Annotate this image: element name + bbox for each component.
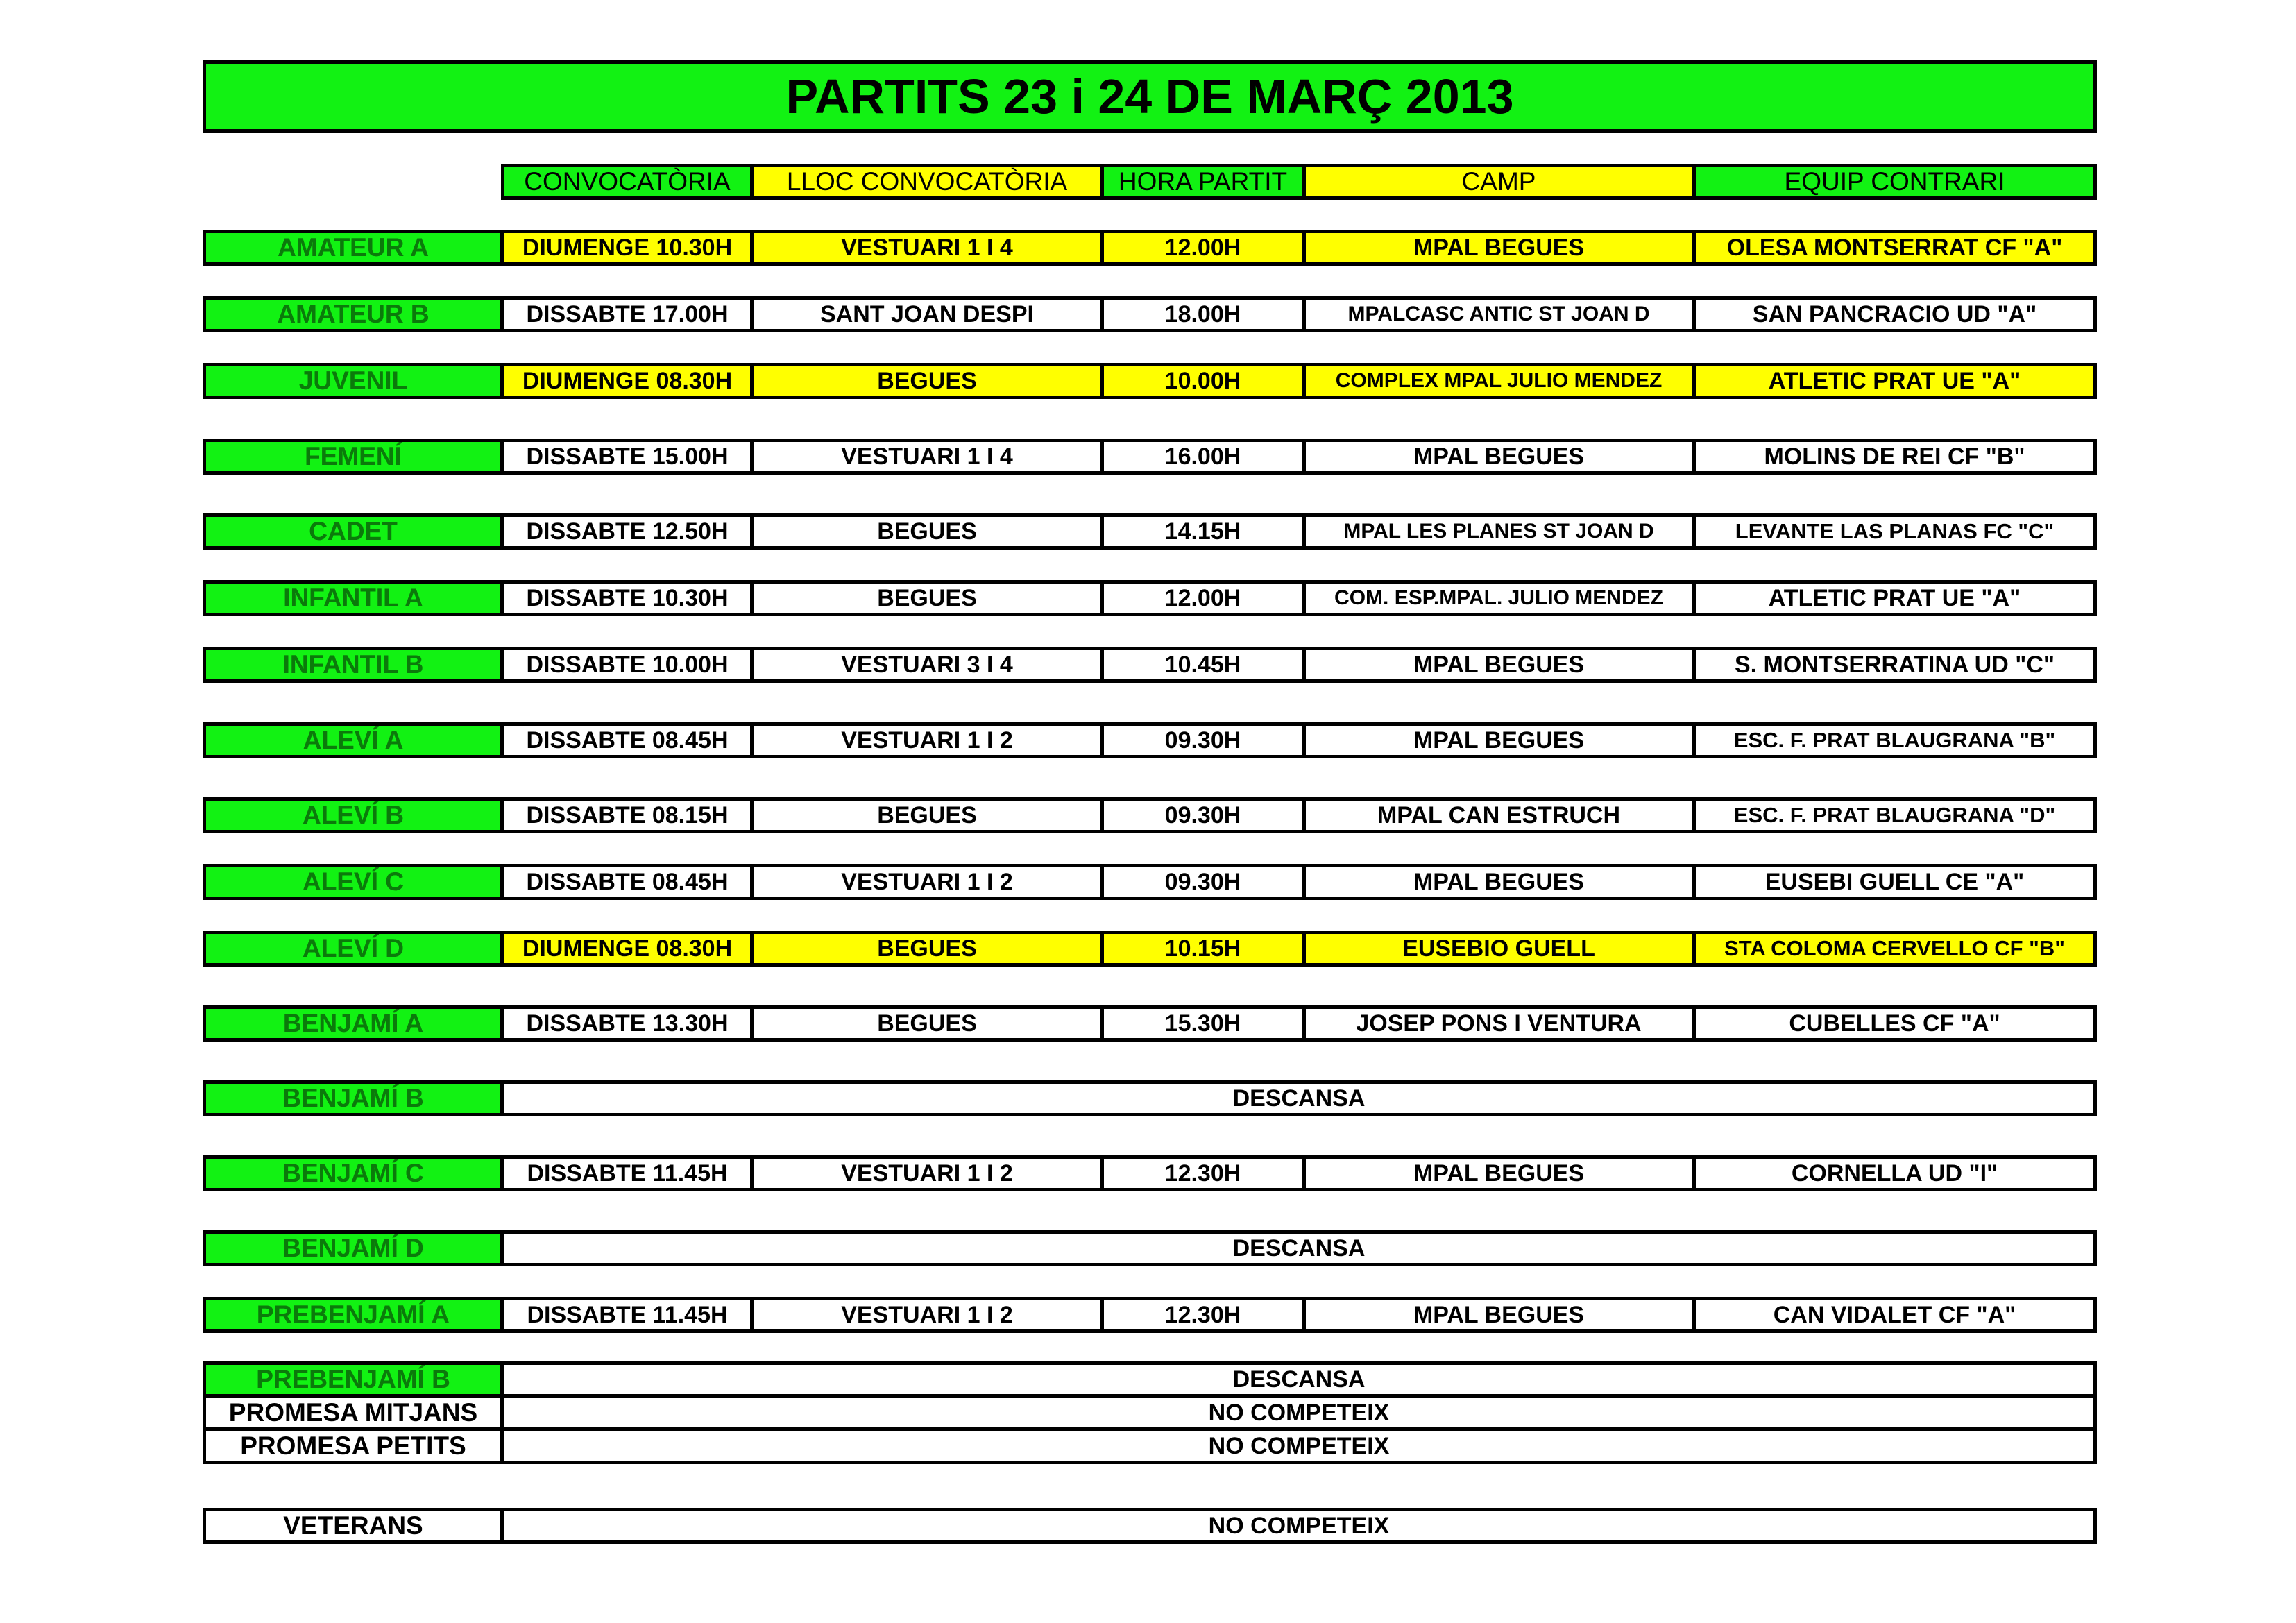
hora-cell: 12.30H bbox=[1100, 1297, 1305, 1333]
lloc-cell: VESTUARI 3 I 4 bbox=[751, 647, 1103, 683]
hora-cell: 15.30H bbox=[1100, 1005, 1305, 1042]
team-cell: PROMESA MITJANS bbox=[203, 1395, 504, 1431]
lloc-cell: VESTUARI 1 I 4 bbox=[751, 439, 1103, 475]
status-note-cell: NO COMPETEIX bbox=[501, 1395, 2097, 1431]
team-cell: INFANTIL A bbox=[203, 580, 504, 616]
convocatoria-cell: DISSABTE 10.00H bbox=[501, 647, 754, 683]
camp-cell: COM. ESP.MPAL. JULIO MENDEZ bbox=[1302, 580, 1695, 616]
team-cell: ALEVÍ B bbox=[203, 797, 504, 833]
status-note-cell: NO COMPETEIX bbox=[501, 1428, 2097, 1464]
lloc-cell: BEGUES bbox=[751, 363, 1103, 399]
convocatoria-cell: DISSABTE 13.30H bbox=[501, 1005, 754, 1042]
equip-cell: STA COLOMA CERVELLO CF "B" bbox=[1692, 931, 2097, 967]
header-equip-contrari: EQUIP CONTRARI bbox=[1692, 164, 2097, 200]
team-cell: FEMENÍ bbox=[203, 439, 504, 475]
lloc-cell: BEGUES bbox=[751, 580, 1103, 616]
hora-cell: 10.15H bbox=[1100, 931, 1305, 967]
lloc-cell: BEGUES bbox=[751, 931, 1103, 967]
team-cell: VETERANS bbox=[203, 1508, 504, 1544]
lloc-cell: VESTUARI 1 I 2 bbox=[751, 1297, 1103, 1333]
equip-cell: CUBELLES CF "A" bbox=[1692, 1005, 2097, 1042]
camp-cell: MPAL BEGUES bbox=[1302, 439, 1695, 475]
status-note-cell: DESCANSA bbox=[501, 1080, 2097, 1116]
camp-cell: MPAL BEGUES bbox=[1302, 722, 1695, 758]
equip-cell: CAN VIDALET CF "A" bbox=[1692, 1297, 2097, 1333]
equip-cell: ESC. F. PRAT BLAUGRANA "D" bbox=[1692, 797, 2097, 833]
lloc-cell: VESTUARI 1 I 2 bbox=[751, 1155, 1103, 1191]
header-lloc-convocatoria: LLOC CONVOCATÒRIA bbox=[751, 164, 1103, 200]
hora-cell: 16.00H bbox=[1100, 439, 1305, 475]
convocatoria-cell: DISSABTE 12.50H bbox=[501, 513, 754, 550]
convocatoria-cell: DISSABTE 08.45H bbox=[501, 722, 754, 758]
lloc-cell: VESTUARI 1 I 2 bbox=[751, 722, 1103, 758]
equip-cell: MOLINS DE REI CF "B" bbox=[1692, 439, 2097, 475]
convocatoria-cell: DIUMENGE 10.30H bbox=[501, 230, 754, 266]
team-cell: BENJAMÍ B bbox=[203, 1080, 504, 1116]
hora-cell: 09.30H bbox=[1100, 864, 1305, 900]
hora-cell: 12.00H bbox=[1100, 580, 1305, 616]
camp-cell: MPAL LES PLANES ST JOAN D bbox=[1302, 513, 1695, 550]
team-cell: AMATEUR B bbox=[203, 296, 504, 332]
team-cell: PREBENJAMÍ A bbox=[203, 1297, 504, 1333]
camp-cell: MPAL BEGUES bbox=[1302, 864, 1695, 900]
camp-cell: MPAL BEGUES bbox=[1302, 647, 1695, 683]
status-note-cell: DESCANSA bbox=[501, 1230, 2097, 1266]
convocatoria-cell: DISSABTE 15.00H bbox=[501, 439, 754, 475]
convocatoria-cell: DIUMENGE 08.30H bbox=[501, 363, 754, 399]
camp-cell: MPAL BEGUES bbox=[1302, 1297, 1695, 1333]
lloc-cell: VESTUARI 1 I 4 bbox=[751, 230, 1103, 266]
status-note-cell: DESCANSA bbox=[501, 1361, 2097, 1397]
convocatoria-cell: DISSABTE 11.45H bbox=[501, 1155, 754, 1191]
convocatoria-cell: DISSABTE 08.45H bbox=[501, 864, 754, 900]
convocatoria-cell: DIUMENGE 08.30H bbox=[501, 931, 754, 967]
hora-cell: 12.00H bbox=[1100, 230, 1305, 266]
hora-cell: 12.30H bbox=[1100, 1155, 1305, 1191]
camp-cell: MPALCASC ANTIC ST JOAN D bbox=[1302, 296, 1695, 332]
lloc-cell: BEGUES bbox=[751, 1005, 1103, 1042]
header-convocatoria: CONVOCATÒRIA bbox=[501, 164, 754, 200]
convocatoria-cell: DISSABTE 11.45H bbox=[501, 1297, 754, 1333]
convocatoria-cell: DISSABTE 08.15H bbox=[501, 797, 754, 833]
equip-cell: SAN PANCRACIO UD "A" bbox=[1692, 296, 2097, 332]
hora-cell: 09.30H bbox=[1100, 797, 1305, 833]
team-cell: INFANTIL B bbox=[203, 647, 504, 683]
team-cell: CADET bbox=[203, 513, 504, 550]
convocatoria-cell: DISSABTE 10.30H bbox=[501, 580, 754, 616]
lloc-cell: SANT JOAN DESPI bbox=[751, 296, 1103, 332]
camp-cell: COMPLEX MPAL JULIO MENDEZ bbox=[1302, 363, 1695, 399]
header-hora-partit: HORA PARTIT bbox=[1100, 164, 1305, 200]
camp-cell: EUSEBIO GUELL bbox=[1302, 931, 1695, 967]
header-camp: CAMP bbox=[1302, 164, 1695, 200]
equip-cell: LEVANTE LAS PLANAS FC "C" bbox=[1692, 513, 2097, 550]
team-cell: ALEVÍ D bbox=[203, 931, 504, 967]
hora-cell: 09.30H bbox=[1100, 722, 1305, 758]
hora-cell: 18.00H bbox=[1100, 296, 1305, 332]
camp-cell: JOSEP PONS I VENTURA bbox=[1302, 1005, 1695, 1042]
lloc-cell: BEGUES bbox=[751, 513, 1103, 550]
convocatoria-cell: DISSABTE 17.00H bbox=[501, 296, 754, 332]
equip-cell: EUSEBI GUELL CE "A" bbox=[1692, 864, 2097, 900]
status-note-cell: NO COMPETEIX bbox=[501, 1508, 2097, 1544]
team-cell: JUVENIL bbox=[203, 363, 504, 399]
team-cell: ALEVÍ C bbox=[203, 864, 504, 900]
camp-cell: MPAL BEGUES bbox=[1302, 1155, 1695, 1191]
page-title: PARTITS 23 i 24 DE MARÇ 2013 bbox=[203, 60, 2097, 133]
team-cell: ALEVÍ A bbox=[203, 722, 504, 758]
camp-cell: MPAL BEGUES bbox=[1302, 230, 1695, 266]
team-cell: BENJAMÍ D bbox=[203, 1230, 504, 1266]
equip-cell: CORNELLA UD "I" bbox=[1692, 1155, 2097, 1191]
team-cell: PROMESA PETITS bbox=[203, 1428, 504, 1464]
equip-cell: ATLETIC PRAT UE "A" bbox=[1692, 363, 2097, 399]
team-cell: BENJAMÍ C bbox=[203, 1155, 504, 1191]
equip-cell: OLESA MONTSERRAT CF "A" bbox=[1692, 230, 2097, 266]
equip-cell: S. MONTSERRATINA UD "C" bbox=[1692, 647, 2097, 683]
team-cell: AMATEUR A bbox=[203, 230, 504, 266]
team-cell: BENJAMÍ A bbox=[203, 1005, 504, 1042]
hora-cell: 14.15H bbox=[1100, 513, 1305, 550]
lloc-cell: BEGUES bbox=[751, 797, 1103, 833]
hora-cell: 10.00H bbox=[1100, 363, 1305, 399]
camp-cell: MPAL CAN ESTRUCH bbox=[1302, 797, 1695, 833]
equip-cell: ATLETIC PRAT UE "A" bbox=[1692, 580, 2097, 616]
hora-cell: 10.45H bbox=[1100, 647, 1305, 683]
lloc-cell: VESTUARI 1 I 2 bbox=[751, 864, 1103, 900]
team-cell: PREBENJAMÍ B bbox=[203, 1361, 504, 1397]
equip-cell: ESC. F. PRAT BLAUGRANA "B" bbox=[1692, 722, 2097, 758]
